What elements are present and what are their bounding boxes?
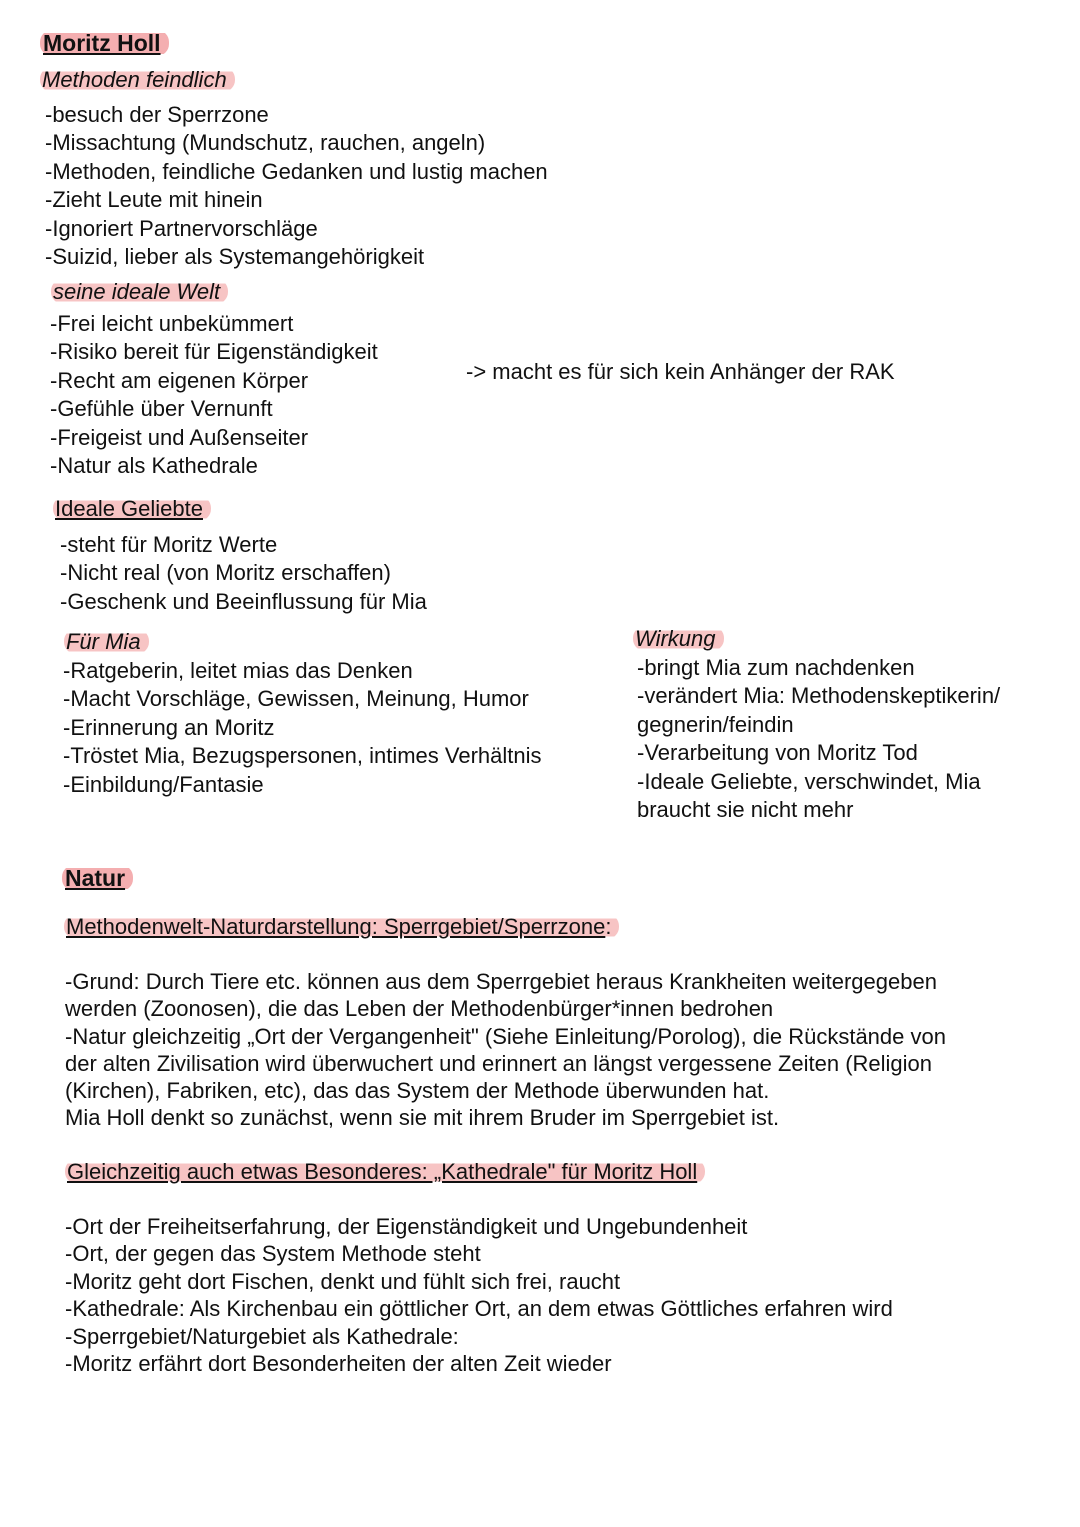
list-item: -Geschenk und Beeinflussung für Mia: [60, 588, 427, 614]
ideale-welt-list: [50, 310, 378, 480]
list-item: -Suizid, lieber als Systemangehörigkeit: [45, 244, 425, 270]
list-item: braucht sie nicht mehr: [637, 797, 854, 823]
rak-arrow-note: -> macht es für sich kein Anhänger der RAK: [466, 359, 895, 384]
list-item: -Frei leicht unbekümmert: [50, 311, 294, 336]
paragraph-line: -Grund: Durch Tiere etc. können aus dem Sperrgebiet heraus Krankheiten weitergegeben: [65, 969, 937, 994]
list-item: -Recht am eigenen Körper: [50, 367, 309, 393]
list-item: -Zieht Leute mit hinein: [45, 187, 263, 213]
list-item: -Einbildung/Fantasie: [63, 771, 264, 797]
list-item: -Ideale Geliebte, verschwindet, Mia: [637, 768, 981, 794]
wirkung-heading: Wirkung: [633, 626, 724, 652]
paragraph-line: -Natur gleichzeitig „Ort der Vergangenheit" (Siehe Einleitung/Porolog), die Rückstände von: [65, 1023, 946, 1049]
moritz-section-title: Moritz Holl: [40, 30, 169, 57]
natur-section-title: Natur: [62, 865, 133, 892]
list-item: -Sperrgebiet/Naturgebiet als Kathedrale:: [65, 1323, 459, 1349]
list-item: -Ignoriert Partnervorschläge: [45, 215, 318, 241]
list-item: -besuch der Sperrzone: [45, 102, 269, 127]
paragraph-line: (Kirchen), Fabriken, etc), das das System der Methode überwunden hat.: [65, 1078, 770, 1104]
list-item: -verändert Mia: Methodenskeptikerin/: [637, 683, 1001, 709]
ideale-geliebte-heading: Ideale Geliebte: [53, 496, 211, 522]
list-item: -Verarbeitung von Moritz Tod: [637, 740, 918, 766]
paragraph-line: der alten Zivilisation wird überwuchert und erinnert an längst vergessene Zeiten (Religion: [65, 1050, 933, 1076]
ideale-geliebte-list: [60, 531, 427, 616]
list-item: -Natur als Kathedrale: [50, 453, 258, 479]
list-item: -Methoden, feindliche Gedanken und lustig machen: [45, 158, 548, 184]
list-item: -Risiko bereit für Eigenständigkeit: [50, 339, 378, 365]
list-item: -Freigeist und Außenseiter: [50, 424, 309, 450]
list-item: -Moritz geht dort Fischen, denkt und fühlt sich frei, raucht: [65, 1268, 621, 1294]
list-item: -Ort, der gegen das System Methode steht: [65, 1241, 481, 1267]
list-item: -Ratgeberin, leitet mias das Denken: [63, 658, 413, 683]
list-item: -Ort der Freiheitserfahrung, der Eigenständigkeit und Ungebundenheit: [65, 1214, 748, 1239]
list-item: -Tröstet Mia, Bezugspersonen, intimes Verhältnis: [63, 743, 542, 769]
sperrgebiet-heading: Methodenwelt-Naturdarstellung: Sperrgebiet/Sperrzone:: [64, 914, 619, 940]
list-item: -Missachtung (Mundschutz, rauchen, angeln): [45, 130, 486, 156]
fuer-mia-heading: Für Mia: [64, 629, 149, 655]
paragraph-line: Mia Holl denkt so zunächst, wenn sie mit ihrem Bruder im Sperrgebiet ist.: [65, 1105, 780, 1131]
list-item: gegnerin/feindin: [637, 711, 794, 737]
methoden-list: [45, 101, 548, 271]
ideale-welt-heading: seine ideale Welt: [51, 279, 228, 305]
fuer-mia-list: [63, 657, 542, 799]
paragraph-line: werden (Zoonosen), die das Leben der Methodenbürger*innen bedrohen: [65, 996, 774, 1022]
kathedrale-heading: Gleichzeitig auch etwas Besonderes: „Kathedrale" für Moritz Holl: [65, 1159, 705, 1185]
sperrgebiet-body: [65, 968, 1055, 1132]
methoden-heading: Methoden feindlich: [40, 67, 235, 93]
kathedrale-list: [65, 1213, 893, 1377]
list-item: -bringt Mia zum nachdenken: [637, 655, 915, 680]
list-item: -Moritz erfährt dort Besonderheiten der alten Zeit wieder: [65, 1351, 612, 1377]
list-item: -Macht Vorschläge, Gewissen, Meinung, Humor: [63, 686, 529, 712]
list-item: -Gefühle über Vernunft: [50, 396, 273, 422]
wirkung-list: [637, 654, 1000, 824]
list-item: -Nicht real (von Moritz erschaffen): [60, 560, 391, 586]
list-item: -Kathedrale: Als Kirchenbau ein göttlicher Ort, an dem etwas Göttliches erfahren wird: [65, 1296, 893, 1322]
list-item: -steht für Moritz Werte: [60, 532, 278, 557]
list-item: -Erinnerung an Moritz: [63, 714, 275, 740]
